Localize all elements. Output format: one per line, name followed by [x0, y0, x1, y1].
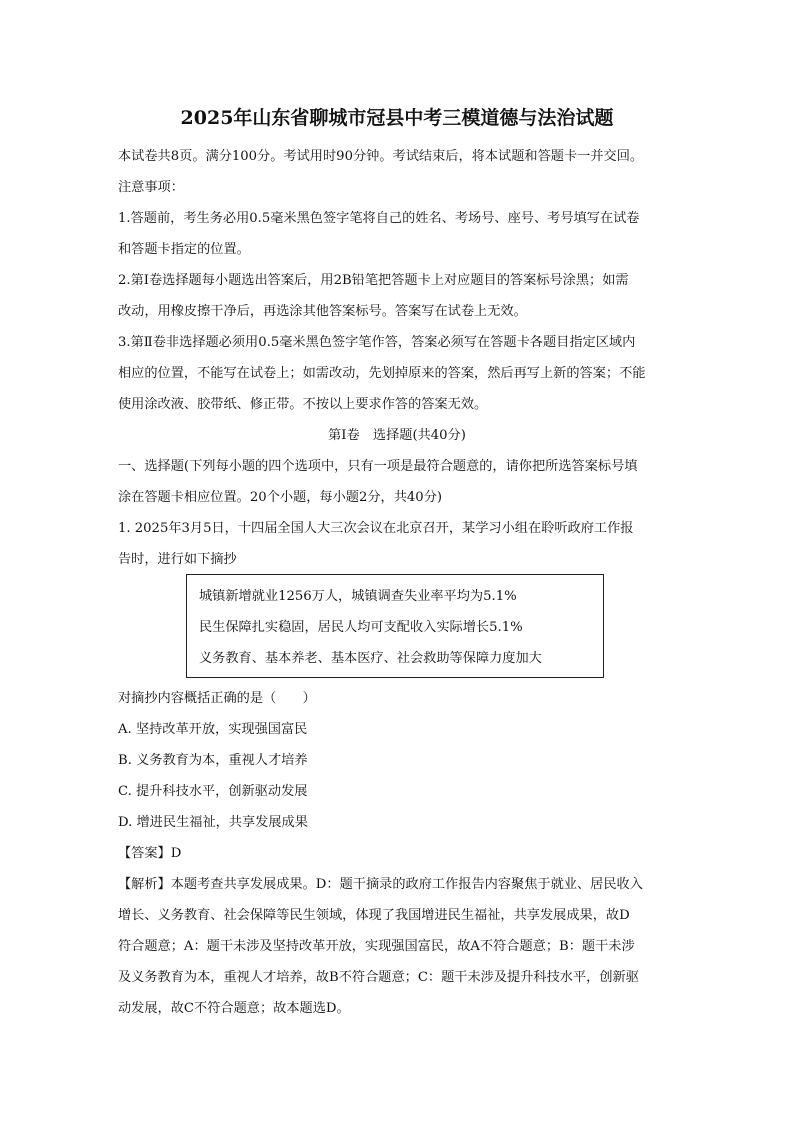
question-1-stem-line-2: 告时，进行如下摘抄 — [118, 552, 237, 567]
option-a: A. 坚持改革开放，实现强国富民 — [118, 722, 308, 737]
exam-intro: 本试卷共8页。满分100分。考试用时90分钟。考试结束后，将本试题和答题卡一并交回。 — [118, 149, 644, 164]
note-1-line-2: 和答题卡指定的位置。 — [118, 242, 250, 257]
section-instructions-line-2: 涂在答题卡相应位置。20个小题，每小题2分，共40分) — [118, 490, 443, 505]
note-2-line-2: 改动，用橡皮擦干净后，再选涂其他答案标号。答案写在试卷上无效。 — [118, 304, 527, 319]
analysis-line-4: 及义务教育为本，重视人才培养，故B不符合题意；C：题干未涉及提升科技水平，创新驱 — [118, 970, 639, 985]
note-3-line-1: 3.第Ⅱ卷非选择题必须用0.5毫米黑色签字笔作答，答案必须写在答题卡各题目指定区域内 — [118, 335, 636, 350]
option-d: D. 增进民生福祉，共享发展成果 — [118, 815, 308, 830]
note-2-line-1: 2.第Ⅰ卷选择题每小题选出答案后，用2B铅笔把答题卡上对应题目的答案标号涂黑；如需 — [118, 273, 629, 288]
option-c: C. 提升科技水平，创新驱动发展 — [118, 784, 308, 799]
notes-heading: 注意事项： — [118, 180, 184, 195]
analysis-line-5: 动发展，故C不符合题意；故本题选D。 — [118, 1001, 350, 1016]
analysis-line-3: 符合题意；A：题干未涉及坚持改革开放，实现强国富民，故A不符合题意；B：题干未涉 — [118, 939, 635, 954]
section-heading: 第Ⅰ卷 选择题(共40分) — [328, 428, 466, 443]
analysis-line-1: 【解析】本题考查共享发展成果。D：题干摘录的政府工作报告内容聚焦于就业、居民收入 — [118, 877, 643, 892]
note-1-line-1: 1.答题前，考生务必用0.5毫米黑色签字笔将自己的姓名、考场号、座号、考号填写在试卷 — [118, 211, 640, 226]
section-instructions-line-1: 一、选择题(下列每小题的四个选项中，只有一项是最符合题意的，请你把所选答案标号填 — [118, 459, 638, 474]
option-b: B. 义务教育为本，重视人才培养 — [118, 753, 308, 768]
answer-line: 【答案】D — [118, 846, 182, 861]
note-3-line-2: 相应的位置，不能写在试卷上；如需改动，先划掉原来的答案，然后再写上新的答案；不能 — [118, 366, 646, 381]
question-1-stem-line-1: 1. 2025年3月5日，十四届全国人大三次会议在北京召开，某学习小组在聆听政府工作报 — [118, 521, 634, 536]
excerpt-line-1: 城镇新增就业1256万人，城镇调查失业率平均为5.1% — [199, 589, 517, 604]
excerpt-line-2: 民生保障扎实稳固，居民人均可支配收入实际增长5.1% — [199, 620, 523, 635]
excerpt-box — [186, 574, 604, 678]
question-1-prompt: 对摘抄内容概括正确的是（ ） — [118, 691, 316, 706]
excerpt-line-3: 义务教育、基本养老、基本医疗、社会救助等保障力度加大 — [199, 651, 542, 666]
exam-title: 2025年山东省聊城市冠县中考三模道德与法治试题 — [180, 107, 614, 129]
analysis-line-2: 增长、义务教育、社会保障等民生领域，体现了我国增进民生福祉，共享发展成果，故D — [118, 908, 630, 923]
note-3-line-3: 使用涂改液、胶带纸、修正带。不按以上要求作答的答案无效。 — [118, 397, 488, 412]
